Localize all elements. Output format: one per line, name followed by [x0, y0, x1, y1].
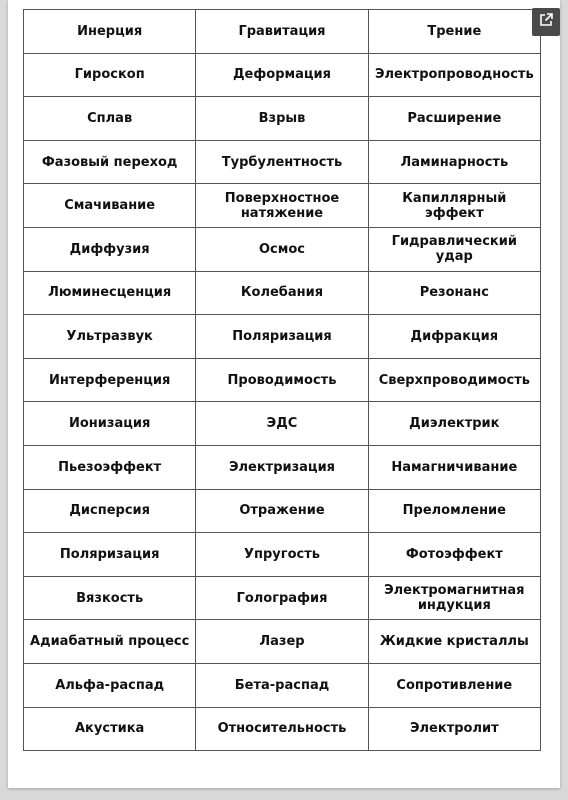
table-row	[24, 271, 541, 315]
table-cell: Колебания	[196, 271, 368, 315]
table-cell: Капиллярный эффект	[368, 184, 540, 228]
table-row	[24, 97, 541, 141]
table-row	[24, 533, 541, 577]
table-cell: Ламинарность	[368, 140, 540, 184]
table-cell: Инерция	[24, 10, 196, 54]
table-cell: Бета-распад	[196, 663, 368, 707]
table-cell: Проводимость	[196, 358, 368, 402]
table-cell: Ультразвук	[24, 315, 196, 359]
table-cell: Диффузия	[24, 227, 196, 271]
table-cell: Гидравлический удар	[368, 227, 540, 271]
table-row	[24, 445, 541, 489]
table-cell: Фотоэффект	[368, 533, 540, 577]
table-cell: Поверхностное натяжение	[196, 184, 368, 228]
terms-table	[23, 9, 541, 751]
table-row	[24, 358, 541, 402]
table-cell: Относительность	[196, 707, 368, 751]
table-cell: Электромагнитная индукция	[368, 576, 540, 620]
table-cell: Электропроводность	[368, 53, 540, 97]
table-cell: Сопротивление	[368, 663, 540, 707]
table-cell: Турбулентность	[196, 140, 368, 184]
table-cell: Сверхпроводимость	[368, 358, 540, 402]
table-row	[24, 663, 541, 707]
table-cell: Лазер	[196, 620, 368, 664]
table-cell: Смачивание	[24, 184, 196, 228]
table-cell: Жидкие кристаллы	[368, 620, 540, 664]
table-cell: Деформация	[196, 53, 368, 97]
table-cell: Расширение	[368, 97, 540, 141]
table-cell: Гироскоп	[24, 53, 196, 97]
table-cell: Адиабатный процесс	[24, 620, 196, 664]
table-cell: Электролит	[368, 707, 540, 751]
table-row	[24, 620, 541, 664]
table-cell: Трение	[368, 10, 540, 54]
table-cell: Осмос	[196, 227, 368, 271]
table-cell: ЭДС	[196, 402, 368, 446]
table-cell: Поляризация	[196, 315, 368, 359]
table-cell: Преломление	[368, 489, 540, 533]
table-cell: Диэлектрик	[368, 402, 540, 446]
table-cell: Пьезоэффект	[24, 445, 196, 489]
table-cell: Вязкость	[24, 576, 196, 620]
table-cell: Интерференция	[24, 358, 196, 402]
table-row	[24, 402, 541, 446]
table-cell: Голография	[196, 576, 368, 620]
table-cell: Поляризация	[24, 533, 196, 577]
table-cell: Сплав	[24, 97, 196, 141]
table-cell: Люминесценция	[24, 271, 196, 315]
table-row	[24, 489, 541, 533]
table-row	[24, 53, 541, 97]
table-row	[24, 184, 541, 228]
external-link-icon	[538, 12, 554, 32]
table-row	[24, 315, 541, 359]
table-row	[24, 576, 541, 620]
table-cell: Ионизация	[24, 402, 196, 446]
table-row	[24, 140, 541, 184]
terms-table-body	[24, 10, 541, 751]
table-row	[24, 707, 541, 751]
table-cell: Альфа-распад	[24, 663, 196, 707]
table-cell: Резонанс	[368, 271, 540, 315]
open-in-new-window-button[interactable]	[532, 8, 560, 36]
table-cell: Отражение	[196, 489, 368, 533]
table-cell: Дисперсия	[24, 489, 196, 533]
table-row	[24, 10, 541, 54]
table-cell: Гравитация	[196, 10, 368, 54]
table-cell: Намагничивание	[368, 445, 540, 489]
table-cell: Фазовый переход	[24, 140, 196, 184]
table-cell: Дифракция	[368, 315, 540, 359]
table-cell: Акустика	[24, 707, 196, 751]
table-cell: Электризация	[196, 445, 368, 489]
table-row	[24, 227, 541, 271]
table-cell: Взрыв	[196, 97, 368, 141]
table-cell: Упругость	[196, 533, 368, 577]
